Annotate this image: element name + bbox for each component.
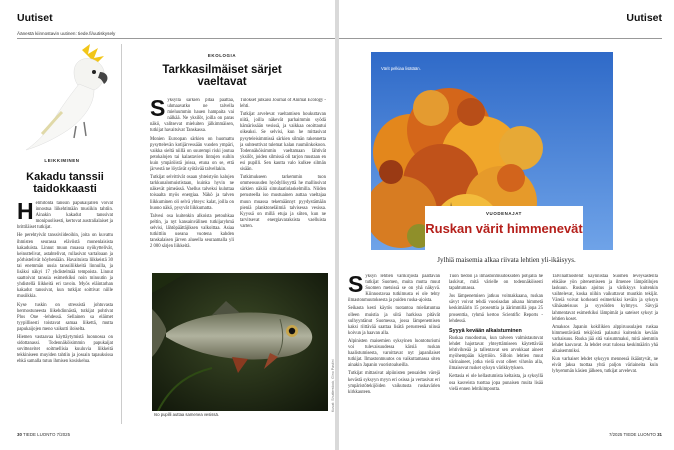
fish-headline: Tarkkasilmäiset särjet vaeltavat — [162, 64, 282, 89]
ruska-article-col3 — [552, 274, 658, 428]
fish-paragraph: Monien Euroopan särkien on huomattu pysyttelevän kotijärvessään vuoden ympäri, vaikka sieltä niillä on suurempi riski joutua petokalojen tai kalastavien lintujen suihin kuin ympäröistä joissa, etuna on se, että järvestä ne löytävät syötävää talvellakin. — [150, 136, 234, 173]
photo-credit: Kuvat: Shutterstock, Gino Pastini — [331, 359, 335, 412]
photo-caption: Värit pelkiaa lisätään. — [381, 66, 421, 71]
cockatoo-headline: Kakadu tanssii taidokkaasti — [26, 171, 104, 195]
fish-article-col1 — [150, 98, 234, 270]
section-title-right: Uutiset — [626, 12, 662, 24]
ruska-headline: Ruskan värit himmenevät — [425, 221, 583, 236]
cockatoo-paragraph: He perehtyivät tanssiviideoihin, joita on kuvattu ihmisten seurassa eläviistä monenlaisista kakaduista. Linnut muun muassa nyökyttelivät, keinuttelivat, astahtelivat, rullasivat vartaloaan ja pörhistelivät höyheniään. Havaituista liikkeistä 30 tai enemmän uusia tanssiliikkeitä linnuilla, ja lisäksi näkyi 17 yhdistelmää tempoista. Linnut saattoivat tanssia esimerkiksi noin minuutin ja yhdistellä liikkeitä eri tavoin. Myös eläintarhan kakadut tanssivat, kun tutkijat soittivat niille musiikkia. — [17, 233, 113, 300]
header-rule-left — [17, 38, 335, 39]
ruska-paragraph: Kettasia ei ole kellastumista keltaista, ja syksyllä osa kasveista tuottaa jopa punaisen muita lisää vielä ennen lehtikimpoutta. — [449, 374, 543, 392]
fish-paragraph: Tutkijat arvelevat vaeltamisen houkuttavan niitä, joilla näkevät parhaimmin syödä hämärissään vesissä, ja vaikkaa osoittautui oikeaksi. Se selvisi, kun he mittasivat pysyteleisimmissä särkien silmän rakennetta ja suhteuttivat tulemat kalan ruumiinkokoon. Todennäköisimmin vaeltamaan lähtivät yksilöt, joiden silmissä oli tarjon mustaan en esi pupilli. Sen kautta valo kulkee silmän sisään. — [240, 112, 326, 173]
cockatoo-image — [24, 42, 132, 152]
page-folio-left — [17, 432, 70, 437]
fish-caption: Iso pupilli auttaa samenea vesissä. — [154, 412, 219, 417]
cockatoo-paragraph: Kyse tuskin on stressistä johtuvasta hermostuneesta liikehdinnästä, tutkijat pohtivat Plos One -lehdessä. Sellainen sa eläimet tyypillisesti toistavat samaa liikettä, mutta papukaijojen meno vaikutti iloiselta. — [17, 302, 113, 332]
cockatoo-article — [17, 201, 113, 426]
ruska-paragraph: Tutkijat mittasivat alpiinisten pensaiden värejä kevästä syksyyn myyn eri osissa ja vertasivat eri ympäristötekijöiden vaikutusta ruskavärien kirkkauteen. — [348, 371, 440, 395]
ruska-paragraph: yksyn lehtien värikirjosta päättävän tutkijat Suomen, muita mutta muut Suomen metsissä se on yhä näkyvä. Kiinnostavaa tutkimusta ei ole tehty ilmastonmuutoksesta ja puiden ruska-ajoista. — [348, 274, 440, 304]
column-divider — [121, 44, 122, 424]
section-title-left: Uutiset — [17, 12, 53, 24]
ruska-article-col1 — [348, 274, 440, 428]
fish-paragraph: Talvesi osa kuitenkin alkoista petouhkaa peltin, ja nyt kansainvälinen tutkijaryhmä selvisi, lähtöpäättäjiksen valkoittaa. Asiaa tutkittiin useana vuotena kahden tanskalaisen järven alueella seuraamalla yli 2 000 särjen liikkeitä. — [150, 213, 234, 250]
ruska-paragraph: Jos lämpenemisen jatkuu voimakkaana, ruskan sävyt voivat tehdä vuosisadan aikana himmetä keskimäärin 15 prosenttia ja äärimmillä jopa 25 prosenttia, ryhmä kertoo Scientific Reports -lehdessä. — [449, 294, 543, 324]
magazine-issue-right: 7/2025 TIEDE LUONTO — [608, 432, 656, 437]
ruska-paragraph: Talvinaltnostelut käynnistää Suomen leveysasteilla ehkäise yön pitenemiseen ja ilmenee lämpötilojen laskuun. Ruskan ajoitus ja värikkyys kuitenkin vaihtelevat, koska niihin vaikuttavat muutkin tekijät. Väreiä voivat korkeasti esimerkiksi keväin ja syksyn vähäsateisuus ja syysöiden kylmyys. Sävyjä lahmentavat esimerkiksi lämpimät ja sateiset syksyt ja lehtien koset. — [552, 274, 658, 322]
fish-kicker: EKOLOGIA — [207, 53, 237, 58]
ruska-kicker: VUODENAJAT — [486, 211, 522, 216]
cockatoo-paragraph: Hiemen vastaavaa käyttäytymistä luonnossa on sidottanassi. Todennäköisimmin papukaijat sovitteavitet soitmellisia kuuluvia liikkeitä tekkiniseen muyiden tahtiin ja jossain tapauksissa ehkä samalla tutun ihmisen kosiskelua. — [17, 334, 113, 365]
left-page — [0, 0, 335, 450]
ruska-paragraph: Kun varhaiset lehdet syksyyn mennessä ikääntyvät, ne eivät jaksa tuottaa yhtä paljon väriaineita kuin lyhyemmän käsien jälkeen, tutkijat arvelevat. — [552, 357, 658, 375]
fish-photo — [152, 273, 328, 411]
ruska-paragraph: Alpinisten maisemien syksyinen luontoturismi voi tulevaisuudessa kärsiä ruskan haalistumisesta, varoittavat nyt japanilaiset tutkijat. Ilmastonmuutos on vaikuttamassa siten ainakin Japanin vuoristoalueilla. — [348, 338, 440, 369]
magazine-issue-left: TIEDE LUONTO 7/2025 — [23, 432, 71, 437]
cockatoo-paragraph: elmitöntä tanssin papukaijallen voivat innostua liikehtimään musiikin tahtiin. Ainakin kakadut tanssivat monipuolisesti, kertovat australialaiset ja brittiläiset tutkijat. — [17, 201, 113, 231]
fish-paragraph: yksyllä särkien pitää päättää, uhmaavatko ne talvella mieluummin hauen hampaita vai nälkää. Ne yksilöt, joilla on paras näkö, valitsevat mieluiten jälkimmäisen, tutkijat havaitsivat Tanskassa. — [150, 98, 234, 134]
header-rule-right — [339, 38, 662, 39]
ruska-article-col2 — [449, 274, 543, 428]
cockatoo-dropcap: H — [17, 201, 34, 224]
fish-paragraph: Tutkimukseen tarkemmin tuon ommeosuuden hyödyllisyyttä he mallinsivat särkien näköä simulaatiolaskelmilla. Niiden perusteella iso mustuainen auttaa vaeltajaa muun muassa tekemäännyt pyydystämään pieniä planktoneläimiä talvisessa vesissa. Kyyssä on millä etuja ja siiten, kun ne tarvitsevat energiavaraksista vaelluista varten. — [240, 175, 326, 229]
section-subtitle: Äänestä kiinnostavin uutinen: tiede.fi/uutiskysely — [17, 31, 116, 36]
fish-article-col2 — [240, 98, 326, 270]
page-number-left: 30 — [17, 432, 22, 437]
ruska-paragraph: Tuon tiedon ja ilmastonmuutoksiden pohjalla he laskivat, mitä värielle on todennäköisesti tapahtumassa. — [449, 274, 543, 292]
ruska-dropcap: S — [348, 274, 364, 297]
ruska-paragraph: Seikasta kesti käytös tuotantoa mieliatuntua olleen muistia ja siitä harkissa pitävät sulhyyntänut Suomessa, jossa lämpenemisen kaksi riittävää saattaa lisätä perusteenä niinsä koivun ja haavan alla. — [348, 306, 440, 336]
ruska-deck: Jylhiä maisemia alkaa riivata lehtien yli-ikäisyys. — [437, 256, 576, 264]
ruska-subhead: Syyyä kevään alkaistuminen — [449, 327, 522, 334]
page-number-right: 31 — [657, 432, 662, 437]
fish-dropcap: S — [150, 98, 166, 121]
ruska-paragraph: Ruskaa muodostuu, kun talveen valmistautuvat lehdet hajottavat yhteyttämiseen käytettävää lehtivihreää ja tallentavat sen arvokkaat aineet myöhempään käyttöön. Silloin lehtien muut värinaineet, jotka vielä ovat olleet vihreän alla, ilmaisevat rusket syksyn värikkytyksen. — [449, 335, 543, 372]
ruska-paragraph: Amaksos Japanin kokilikien alppiruusulajen ruskaa himmentävästä tekijöistä palautui kuitenkin kevään varhaisuus. Ruska jää sitä vaisummaksi, mitä aiemmin lehdet kasvavat. Ja lehdet ovat tulossa keskimäärin yhä aikaisemmiksi. — [552, 324, 658, 355]
page-folio-right — [609, 432, 662, 437]
fish-paragraph: Tulokset julkaisi Journal of Animal Ecology -lehti. — [240, 98, 326, 110]
cockatoo-kicker: LEIKKIMINEN — [44, 158, 80, 163]
fish-paragraph: Tutkijat selvittivät osaan yhteistyön kalojen tarkkunalomuististaan, kuinka hyvin ne näkevät pimeässä. Vaellus talveksi kuluttaa toisaalta myös energiaa. Näkö ja talven liikkuminen oli selvä yhteys: kalat, joilla on huono näkö, pysyvät liikkumatta. — [150, 175, 234, 211]
right-page — [339, 0, 674, 450]
